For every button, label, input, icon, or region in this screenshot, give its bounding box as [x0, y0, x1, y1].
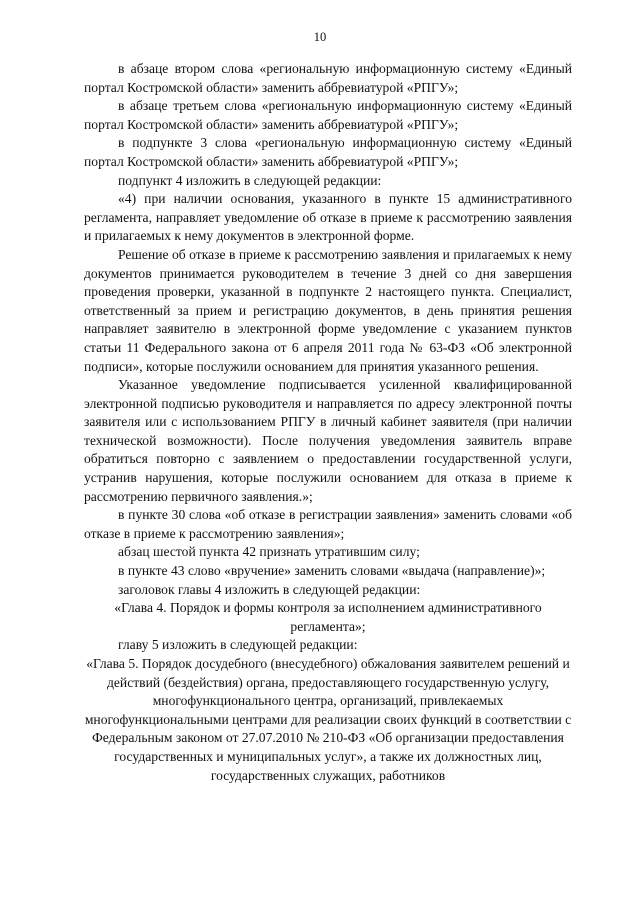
paragraph-7: Указанное уведомление подписывается усиленной квалифицированной электронной подписью руководителя и направляется по адресу электронной почты заявителя или с использованием РПГУ в личный кабинет заявителя (при наличии технической возможности). После получения уведомления заявитель вправе обратиться повторно с заявлением о предоставлении государственной услуги, устранив нарушения, которые послужили основанием для отказа в приеме к рассмотрению первичного заявления.»;	[84, 377, 572, 504]
paragraph-1: в абзаце втором слова «региональную информационную систему «Единый портал Костромской области» заменить аббревиатурой «РПГУ»;	[84, 61, 572, 95]
paragraph-11: заголовок главы 4 изложить в следующей редакции:	[118, 581, 421, 597]
paragraph-5: «4) при наличии основания, указанного в пункте 15 административного регламента, направляет уведомление об отказе в приеме к рассмотрению заявления и прилагаемых к нему документов в электронной форме.	[84, 191, 572, 244]
paragraph-2: в абзаце третьем слова «региональную информационную систему «Единый портал Костромской области» заменить аббревиатурой «РПГУ»;	[84, 98, 572, 132]
paragraph-4: подпункт 4 изложить в следующей редакции:	[118, 172, 382, 188]
chapter-4-heading: «Глава 4. Порядок и формы контроля за исполнением административного регламента»;	[114, 600, 542, 634]
paragraph-9: абзац шестой пункта 42 признать утратившим силу;	[118, 544, 420, 560]
page-number: 10	[313, 30, 327, 44]
paragraph-8: в пункте 30 слова «об отказе в регистрации заявления» заменить словами «об отказе в приеме к рассмотрению заявления»;	[84, 507, 572, 541]
document-body	[84, 60, 572, 785]
chapter-5-intro: главу 5 изложить в следующей редакции:	[118, 637, 358, 653]
chapter-5-heading: «Глава 5. Порядок досудебного (внесудебного) обжалования заявителем решений и действий (бездействия) органа, предоставляющего государственную услугу, многофункционального центра, организаций, привлекаемых многофункциональными центрами для реализации своих функций в соответствии с Федеральным законом от 27.07.2010 № 210-ФЗ «Об организации предоставления государственных и муниципальных услуг», а также их должностных лиц, государственных служащих, работников	[84, 656, 572, 783]
paragraph-3: в подпункте 3 слова «региональную информационную систему «Единый портал Костромской области» заменить аббревиатурой «РПГУ»;	[84, 135, 572, 169]
paragraph-6: Решение об отказе в приеме к рассмотрению заявления и прилагаемых к нему документов принимается руководителем в течение 3 дней со дня завершения проведения проверки, указанной в подпункте 2 настоящего пункта. Специалист, ответственный за прием и регистрацию документов, в день принятия решения направляет заявителю в электронной форме уведомление с указанием пунктов статьи 11 Федерального закона от 6 апреля 2011 года № 63-ФЗ «Об электронной подписи», которые послужили основанием для принятия указанного решения.	[84, 246, 572, 374]
paragraph-10: в пункте 43 слово «вручение» заменить словами «выдача (направление)»;	[118, 563, 546, 579]
